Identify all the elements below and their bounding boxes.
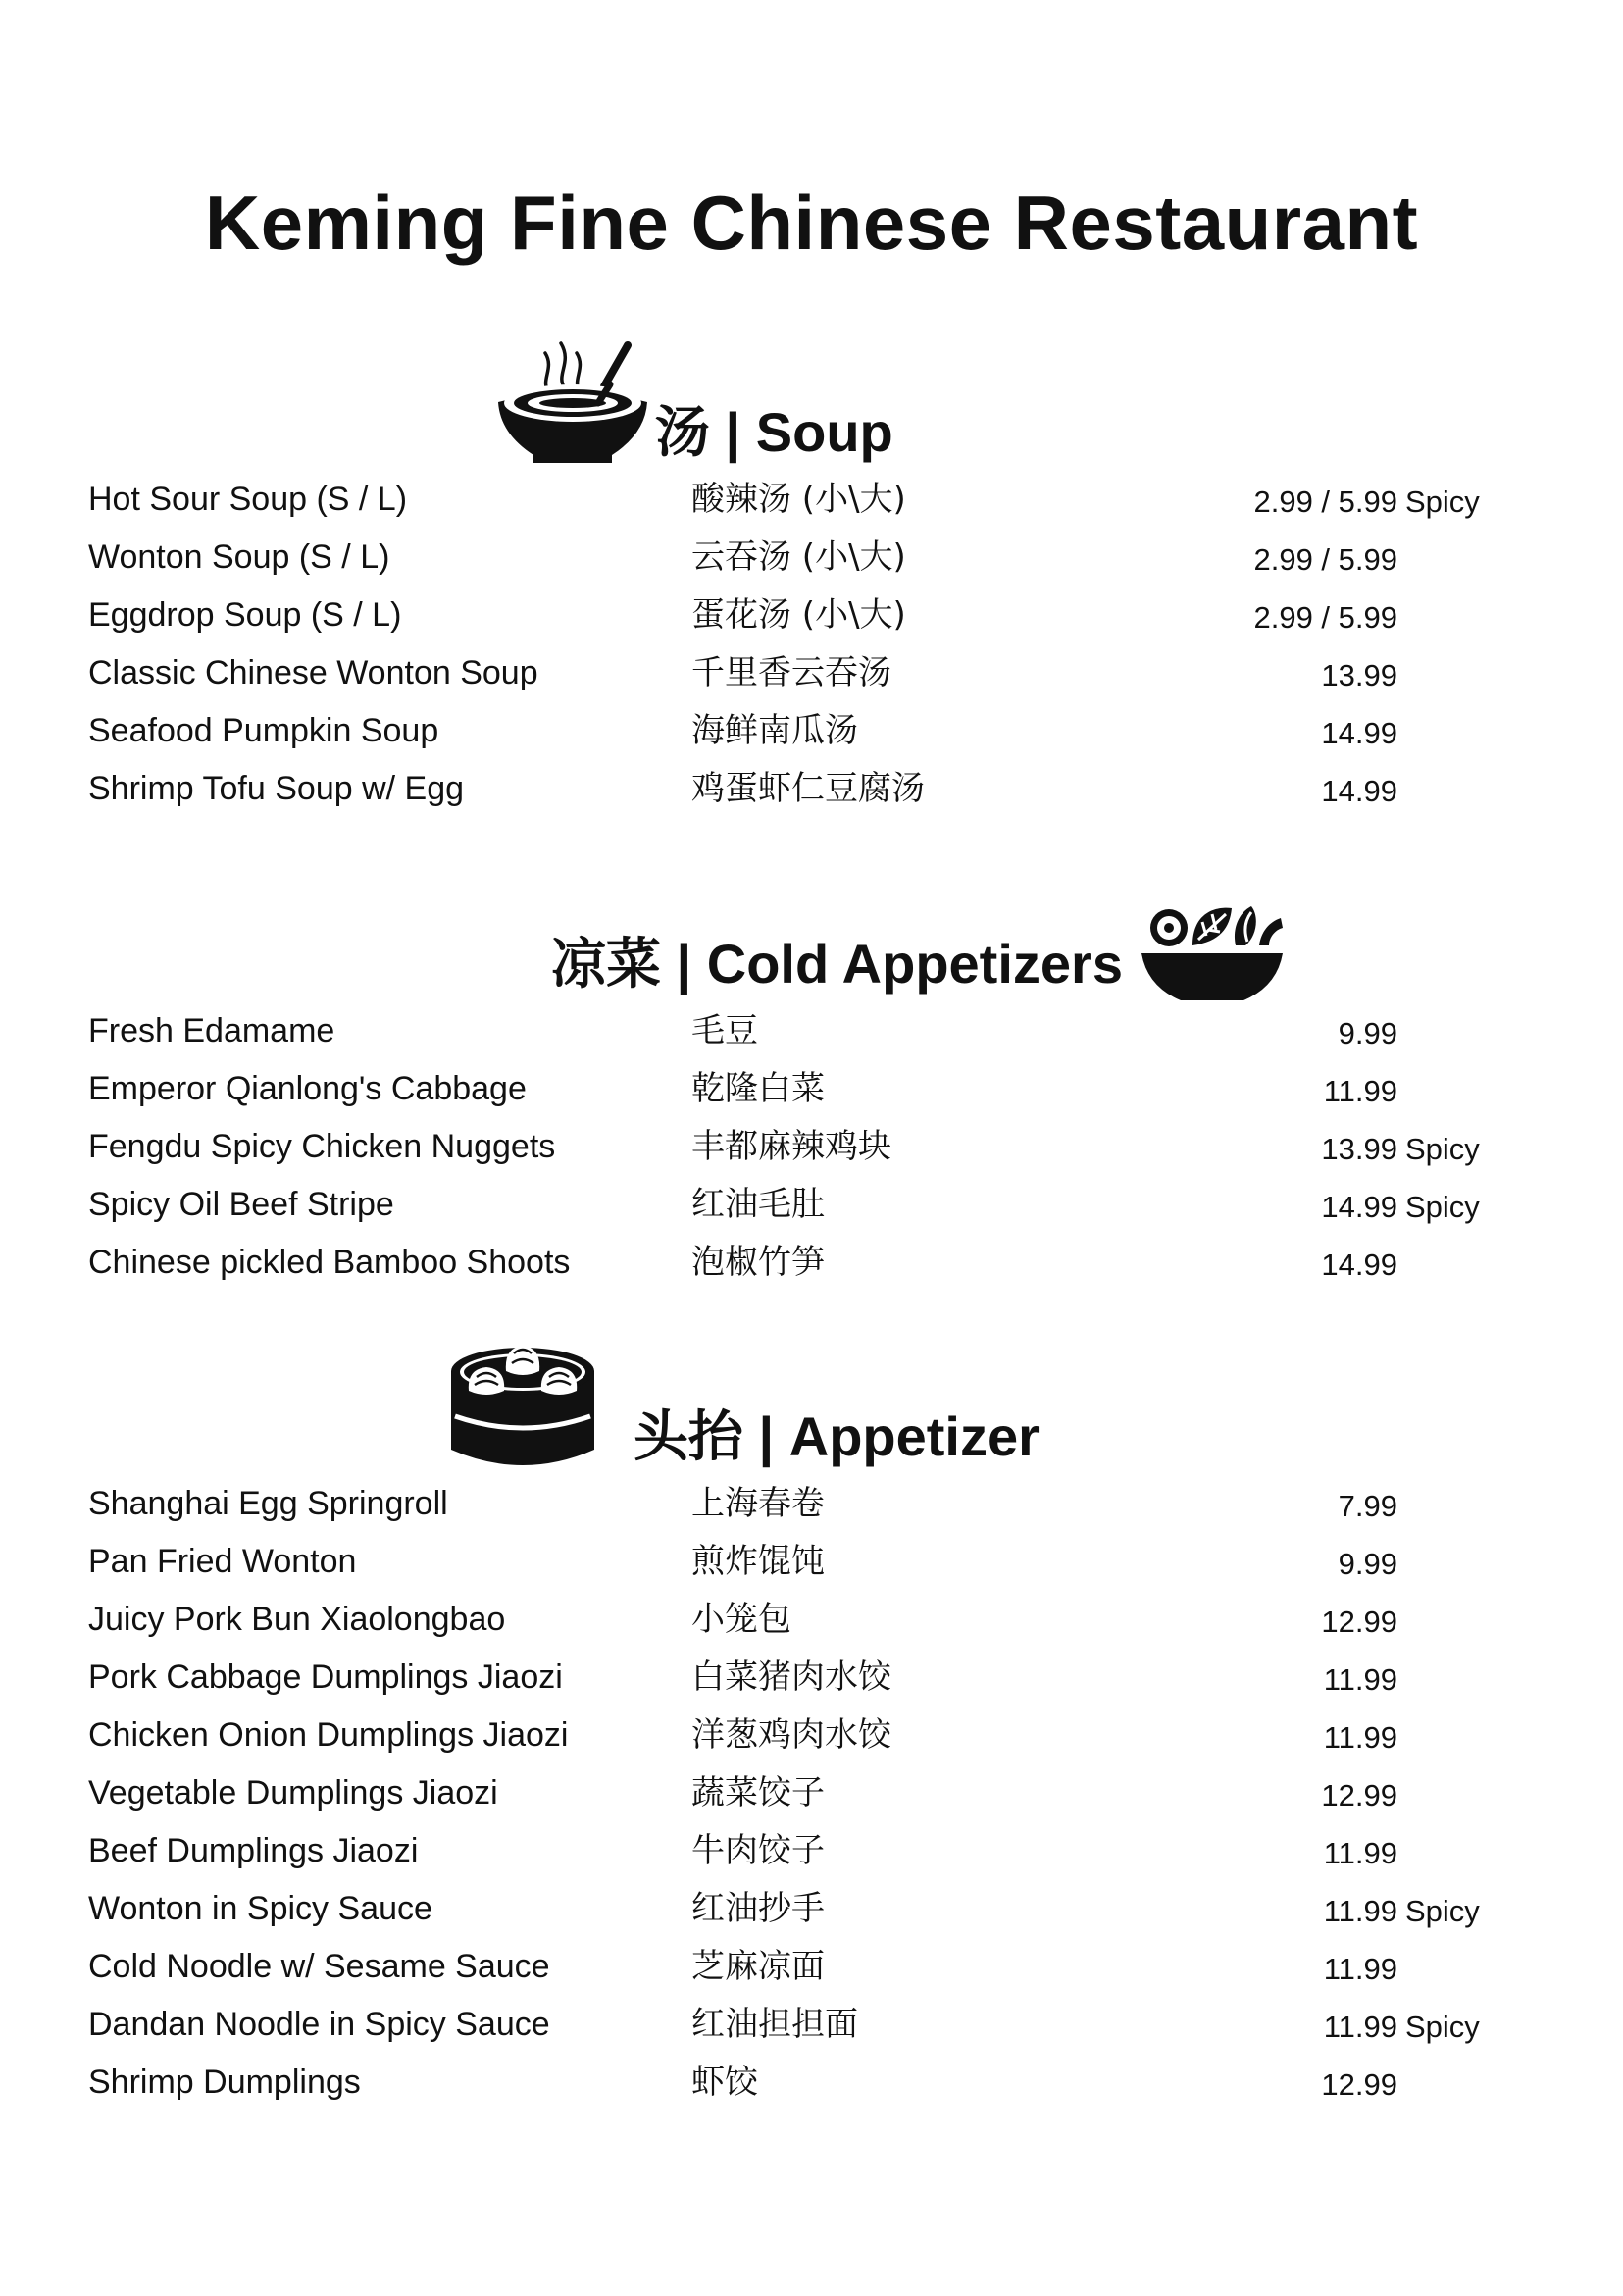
item-price: 2.99 / 5.99 (1253, 600, 1397, 635)
spicy-label: Spicy (1405, 1894, 1480, 1928)
item-name: Spicy Oil Beef Stripe (88, 1186, 394, 1223)
item-name-chinese: 丰都麻辣鸡块 (691, 1127, 891, 1166)
item-name: Shrimp Dumplings (88, 2064, 361, 2101)
list-item (0, 1831, 1623, 1891)
item-name-chinese: 鸡蛋虾仁豆腐汤 (691, 769, 925, 808)
item-name-chinese: 小笼包 (691, 1600, 791, 1639)
item-name: Cold Noodle w/ Sesame Sauce (88, 1948, 550, 1985)
list-item (0, 1660, 1623, 1717)
item-name-chinese: 红油毛肚 (691, 1185, 825, 1224)
item-price: 7.99 (1338, 1489, 1397, 1523)
item-name-chinese: 海鲜南瓜汤 (691, 711, 858, 750)
item-name: Hot Sour Soup (S / L) (88, 481, 408, 518)
item-name: Chinese pickled Bamboo Shoots (88, 1244, 571, 1281)
item-name: Wonton in Spicy Sauce (88, 1890, 432, 1927)
item-name: Fresh Edamame (88, 1012, 335, 1049)
list-item (0, 1715, 1623, 1775)
restaurant-title: Keming Fine Chinese Restaurant (204, 179, 1419, 266)
item-price: 11.99 (1323, 1720, 1397, 1755)
spicy-label: Spicy (1405, 1190, 1480, 1224)
item-price: 11.99 (1323, 1662, 1397, 1697)
item-name: Pork Cabbage Dumplings Jiaozi (88, 1658, 563, 1696)
list-item (0, 1185, 1623, 1245)
item-name: Fengdu Spicy Chicken Nuggets (88, 1128, 556, 1165)
list-item (0, 595, 1623, 655)
section-heading-soup: 汤 | Soup (655, 401, 893, 463)
item-name-chinese: 毛豆 (691, 1011, 758, 1050)
list-item (0, 1484, 1623, 1544)
item-name: Juicy Pork Bun Xiaolongbao (88, 1601, 506, 1638)
list-item (0, 711, 1623, 771)
list-item (0, 769, 1623, 829)
item-price: 12.99 (1321, 2067, 1397, 2102)
item-name-chinese: 虾饺 (691, 2063, 758, 2102)
item-price: 9.99 (1338, 1547, 1397, 1581)
list-item (0, 2005, 1623, 2065)
list-item (0, 480, 1623, 539)
item-price: 2.99 / 5.99 (1253, 485, 1397, 519)
list-item (0, 1773, 1623, 1833)
item-name: Vegetable Dumplings Jiaozi (88, 1774, 498, 1811)
dumpling-steamer-icon (447, 1342, 598, 1485)
item-price: 11.99 (1323, 1074, 1397, 1108)
item-name-chinese: 蔬菜饺子 (691, 1773, 825, 1812)
item-name-chinese: 白菜猪肉水饺 (691, 1658, 891, 1697)
item-name-chinese: 牛肉饺子 (691, 1831, 825, 1870)
item-price: 14.99 (1321, 716, 1397, 750)
spicy-label: Spicy (1405, 485, 1480, 519)
list-item (0, 653, 1623, 713)
soup-bowl-icon (488, 324, 657, 477)
item-price: 12.99 (1321, 1778, 1397, 1812)
item-name-chinese: 红油抄手 (691, 1889, 825, 1928)
item-price: 13.99 (1321, 1132, 1397, 1166)
item-name-chinese: 红油担担面 (691, 2005, 858, 2044)
list-item (0, 1889, 1623, 1949)
item-price: 11.99 (1323, 2010, 1397, 2044)
item-name-chinese: 云吞汤 (小\大) (691, 537, 906, 577)
item-price: 11.99 (1323, 1894, 1397, 1928)
list-item (0, 1243, 1623, 1302)
list-item (0, 537, 1623, 597)
item-price: 11.99 (1323, 1952, 1397, 1986)
item-price: 14.99 (1321, 1248, 1397, 1282)
item-name-chinese: 煎炸馄饨 (691, 1542, 825, 1581)
item-name: Shrimp Tofu Soup w/ Egg (88, 770, 465, 807)
item-name: Classic Chinese Wonton Soup (88, 654, 538, 691)
item-price: 14.99 (1321, 774, 1397, 808)
list-item (0, 1069, 1623, 1129)
item-price: 13.99 (1321, 658, 1397, 692)
item-name: Seafood Pumpkin Soup (88, 712, 439, 749)
item-name-chinese: 泡椒竹笋 (691, 1243, 825, 1282)
item-name-chinese: 蛋花汤 (小\大) (691, 595, 906, 635)
item-name: Shanghai Egg Springroll (88, 1485, 448, 1522)
item-price: 9.99 (1338, 1016, 1397, 1050)
list-item (0, 2063, 1623, 2122)
salad-bowl-icon (1138, 902, 1287, 1008)
item-name: Eggdrop Soup (S / L) (88, 596, 402, 634)
section-heading-cold-appetizers: 凉菜 | Cold Appetizers (551, 933, 1123, 995)
spicy-label: Spicy (1405, 1132, 1480, 1166)
list-item (0, 1127, 1623, 1187)
section-heading-appetizer: 头抬 | Appetizer (634, 1405, 1040, 1467)
item-price: 14.99 (1321, 1190, 1397, 1224)
item-name: Chicken Onion Dumplings Jiaozi (88, 1716, 569, 1754)
item-name-chinese: 芝麻凉面 (691, 1947, 825, 1986)
item-name: Emperor Qianlong's Cabbage (88, 1070, 527, 1107)
item-name-chinese: 千里香云吞汤 (691, 653, 891, 692)
list-item (0, 1600, 1623, 1659)
item-name-chinese: 上海春卷 (691, 1484, 825, 1523)
item-name-chinese: 乾隆白菜 (691, 1069, 825, 1108)
item-price: 11.99 (1323, 1836, 1397, 1870)
list-item (0, 1542, 1623, 1602)
item-price: 12.99 (1321, 1605, 1397, 1639)
item-name-chinese: 酸辣汤 (小\大) (691, 480, 906, 519)
item-name: Wonton Soup (S / L) (88, 538, 390, 576)
item-name: Pan Fried Wonton (88, 1543, 357, 1580)
item-price: 2.99 / 5.99 (1253, 542, 1397, 577)
item-name: Dandan Noodle in Spicy Sauce (88, 2006, 550, 2043)
item-name-chinese: 洋葱鸡肉水饺 (691, 1715, 891, 1755)
list-item (0, 1011, 1623, 1071)
spicy-label: Spicy (1405, 2010, 1480, 2044)
item-name: Beef Dumplings Jiaozi (88, 1832, 419, 1869)
list-item (0, 1947, 1623, 2007)
